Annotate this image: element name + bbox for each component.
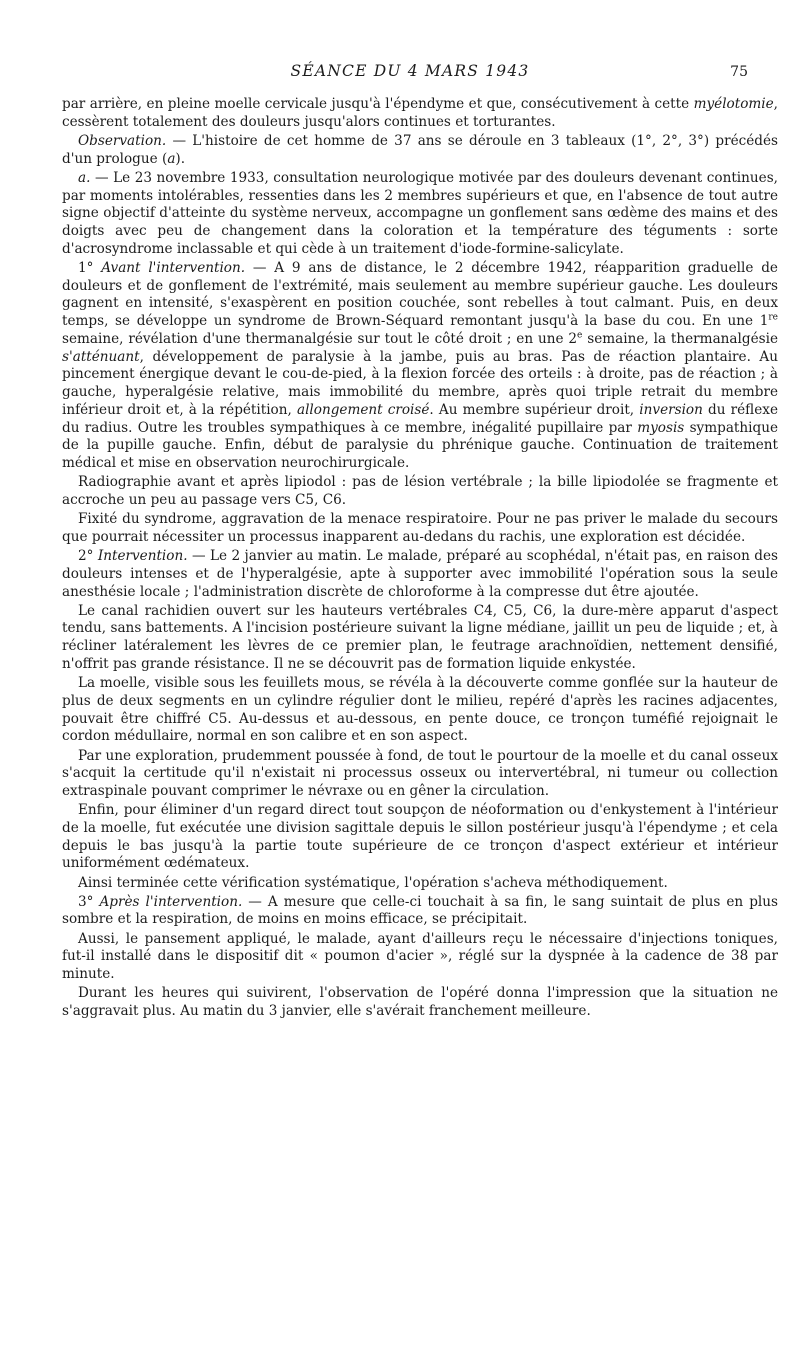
text-run: Aussi, le pansement appliqué, le malade, ayant d'ailleurs reçu le nécessaire d'injections toniques, fut-il installé dans le dispositif dit « poumon d'acier », réglé sur la dyspnée à la cadence de 38 par minute. [62, 930, 778, 983]
paragraph [62, 748, 778, 801]
italic-text: inversion [639, 401, 703, 418]
text-run: Radiographie avant et après lipiodol : pas de lésion vertébrale ; la bille lipiodolée se fragmente et accroche un peu au passage vers C5, C6. [62, 474, 778, 509]
running-title: SÉANCE DU 4 MARS 1943 [290, 62, 530, 80]
text-run: sympathique de la pupille gauche. Enfin, début de paralysie du phrénique gauche. Continuation de traitement médical et mise en observation neurochirurgicale. [62, 419, 778, 472]
text-run: — Le 23 novembre 1933, consultation neurologique motivée par des douleurs devenant continues, par moments intolérables, ressenties dans les 2 membres supérieurs et que, en l'absence de tout autre signe objectif d'atteinte du système nerveux, accompagne un gonflement sans œdème des mains et des doigts avec peu de changement dans la coloration et la température des téguments : sorte d'acrosyndrome inclassable et qui cède à un traitement d'iode-formine-salicylate. [62, 169, 778, 257]
italic-text: allongement croisé [296, 401, 430, 418]
text-run: , développement de paralysie à la jambe, puis au bras. Pas de réaction plantaire. Au pincement énergique devant le cou-de-pied, à la flexion forcée des orteils : à droite, pas de réaction ; à gauche, hyperalgésie relative, mais immobilité du membre, après quoi triple retrait du membre inférieur droit et, à la répétition, [62, 348, 778, 418]
text-run: Fixité du syndrome, aggravation de la menace respiratoire. Pour ne pas priver le malade du secours que pourrait nécessiter un processus inapparent au-dedans du rachis, une exploration est décidée. [62, 511, 778, 545]
paragraph [62, 675, 778, 746]
text-run: 1° [78, 259, 102, 276]
italic-text: Observation. [78, 132, 167, 149]
italic-text: myélotomie [693, 96, 774, 112]
text-run: ). [175, 150, 186, 167]
paragraph [62, 133, 778, 169]
text-run: par arrière, en pleine moelle cervicale jusqu'à l'épendyme et que, consécutivement à cette [62, 96, 694, 112]
italic-text: s'atténuant [62, 348, 140, 365]
paragraph [62, 802, 778, 873]
italic-text: Avant l'intervention. [101, 259, 246, 276]
paragraph [62, 511, 778, 547]
italic-text: myosis [637, 419, 685, 436]
text-run: 3° [78, 893, 100, 910]
text-run: , cessèrent totalement des douleurs jusqu'alors continues et torturantes. [62, 96, 778, 130]
paragraph [62, 931, 778, 984]
running-header [60, 62, 760, 84]
italic-text: Après l'intervention. [99, 893, 243, 910]
superscript: re [768, 312, 778, 323]
text-run: Par une exploration, prudemment poussée à fond, de tout le pourtour de la moelle et du canal osseux s'acquit la certitude qu'il n'existait ni processus osseux ou intervertébral, ni tumeur ou collection extraspinale pouvant comprimer le névraxe ou en gêner la circulation. [62, 747, 778, 800]
body-text [62, 96, 778, 1022]
paragraph [62, 894, 778, 930]
paragraph [62, 474, 778, 510]
text-run: La moelle, visible sous les feuillets mous, se révéla à la découverte comme gonflée sur la hauteur de plus de deux segments en un cylindre régulier dont le milieu, repéré d'après les racines adjacentes, pouvait être chiffré C5. Au-dessus et au-dessous, en pente douce, ce tronçon tuméfié rejoignait le cordon médullaire, normal en son calibre et en son aspect. [62, 675, 778, 745]
text-run: — A mesure que celle-ci touchait à sa fin, le sang suintait de plus en plus sombre et la respiration, de moins en moins efficace, se précipitait. [62, 893, 778, 928]
text-run: — Le 2 janvier au matin. Le malade, préparé au scophédal, n'était pas, en raison des douleurs intenses et de l'hyperalgésie, apte à supporter avec immobilité l'opération sous la seule anesthésie locale ; l'administration discrète de chloroforme à la compresse dut être ajoutée. [62, 548, 778, 600]
superscript: e [577, 330, 583, 341]
paragraph [62, 875, 778, 893]
text-run: semaine, révélation d'une thermanalgésie sur tout le côté droit ; en une 2 [62, 330, 578, 347]
text-run: . Au membre supérieur droit, [429, 401, 640, 418]
text-run: semaine, la thermanalgésie [582, 330, 778, 347]
paragraph [62, 260, 778, 473]
italic-text: Intervention. [97, 548, 188, 565]
text-run: Le canal rachidien ouvert sur les hauteurs vertébrales C4, C5, C6, la dure-mère apparut d'aspect tendu, sans battements. A l'incision postérieure suivant la ligne médiane, jaillit un peu de liquide ; et, à récliner latéralement les lèvres de ce premier plan, le feutrage arachnoïdien, nettement densifié, n'offrit pas grande résistance. Il ne se découvrit pas de formation liquide enkystée. [62, 602, 778, 672]
italic-text: a. [78, 169, 91, 186]
text-run: 2° [78, 548, 98, 565]
text-run: Ainsi terminée cette vérification systématique, l'opération s'acheva méthodiquement. [78, 874, 668, 891]
paragraph [62, 170, 778, 259]
text-run: Enfin, pour éliminer d'un regard direct tout soupçon de néoformation ou d'enkystement à l'intérieur de la moelle, fut exécutée une division sagittale depuis le sillon postérieur jusqu'à l'épendyme ; et cela depuis le bas jusqu'à la partie toute supérieure de ce tronçon d'aspect extérieur et intérieur uniformément œdémateux. [62, 802, 778, 872]
text-run: — L'histoire de cet homme de 37 ans se déroule en 3 tableaux (1°, 2°, 3°) précédés d'un prologue ( [62, 132, 778, 167]
paragraph [62, 548, 778, 601]
paragraph [62, 985, 778, 1021]
paragraph [62, 96, 778, 132]
page-number: 75 [730, 64, 748, 80]
paragraph [62, 603, 778, 674]
text-run: du réflexe du radius. Outre les troubles sympathiques à ce membre, inégalité pupillaire par [62, 401, 778, 436]
text-run: Durant les heures qui suivirent, l'observation de l'opéré donna l'impression que la situation ne s'aggravait plus. Au matin du 3 janvier, elle s'avérait franchement meilleure. [62, 985, 778, 1019]
text-run: — A 9 ans de distance, le 2 décembre 1942, réapparition graduelle de douleurs et de gonflement de l'extrémité, mais seulement au membre supérieur gauche. Les douleurs gagnent en intensité, s'exaspèrent en position couchée, sont rebelles à tout calmant. Puis, en deux temps, se développe un syndrome de Brown-Séquard remontant jusqu'à la base du cou. En une 1 [62, 259, 778, 330]
italic-text: a [167, 150, 176, 167]
